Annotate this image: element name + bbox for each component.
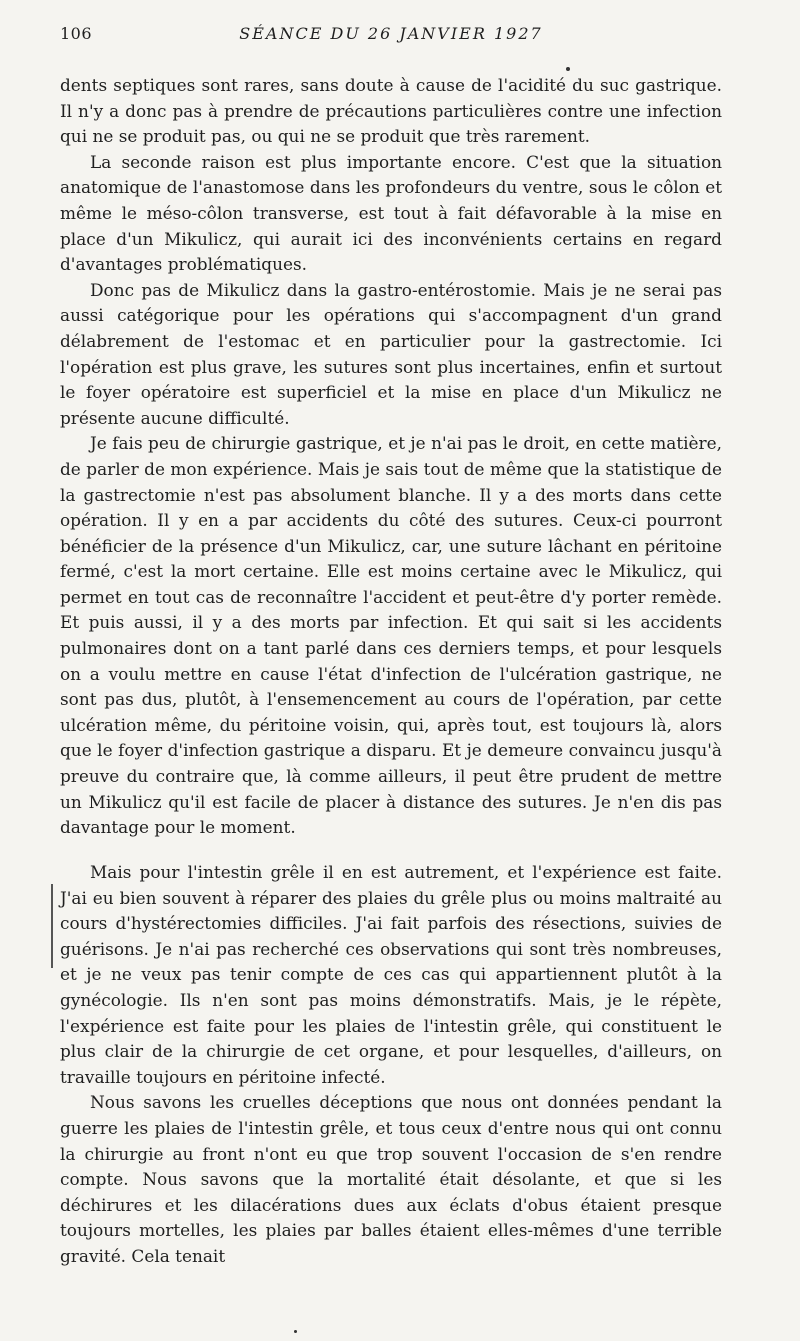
paragraph: La seconde raison est plus importante encore. C'est que la situation anatomique de l'anastomose dans les profondeurs du ventre, sous le côlon et même le méso-côlon transverse, est tout à fait défavorable à la mise en place d'un Mikulicz, qui aurait ici des inconvénients certains en regard d'avantages problématiques.: [60, 151, 722, 275]
paragraph: Nous savons les cruelles déceptions que nous ont données pendant la guerre les plaies de l'intestin grêle, et tous ceux d'entre nous qui ont connu la chirurgie au front n'ont eu que trop souvent l'occasion de s'en rendre compte. Nous savons que la mortalité était désolante, et que si les déchirures et les dilacérations dues aux éclats d'obus étaient presque toujours mortelles, les plaies par balles étaient elles-mêmes d'une terrible gravité. Cela tenait: [60, 1092, 722, 1266]
running-head: SÉANCE DU 26 JANVIER 1927: [239, 24, 543, 43]
text-block-upper: [60, 73, 722, 841]
print-speck: [294, 1330, 297, 1333]
paragraph: Mais pour l'intestin grêle il en est autrement, et l'expérience est faite. J'ai eu bien souvent à réparer des plaies du grêle plus ou moins maltraité au cours d'hystérectomies difficiles. J'ai fait parfois des résections, suivies de guérisons. Je n'ai pas recherché ces observations qui sont très nombreuses, et je ne veux pas tenir compte de ces cas qui appartiennent plutôt à la gynécologie. Ils n'en sont pas moins démonstratifs. Mais, je le répète, l'expérience est faite pour les plaies de l'intestin grêle, qui constituent le plus clair de la chirurgie de cet organe, et pour lesquelles, d'ailleurs, on travaille toujours en péritoine infecté.: [60, 862, 722, 1087]
page-header: [60, 24, 722, 52]
page-number: 106: [60, 24, 93, 43]
paragraph: dents septiques sont rares, sans doute à cause de l'acidité du suc gastrique. Il n'y a donc pas à prendre de précautions particulières contre une infection qui ne se produit pas, ou qui ne se produit que très rarement.: [60, 75, 722, 147]
margin-mark: [51, 884, 53, 968]
text-block-lower: [60, 860, 722, 1270]
print-speck: [566, 67, 570, 71]
paragraph: Donc pas de Mikulicz dans la gastro-entérostomie. Mais je ne serai pas aussi catégorique pour les opérations qui s'accompagnent d'un grand délabrement de l'estomac et en particulier pour la gastrectomie. Ici l'opération est plus grave, les sutures sont plus incertaines, enfin et surtout le foyer opératoire est superficiel et la mise en place d'un Mikulicz ne présente aucune difficulté.: [60, 279, 722, 428]
paragraph: Je fais peu de chirurgie gastrique, et je n'ai pas le droit, en cette matière, de parler de mon expérience. Mais je sais tout de même que la statistique de la gastrectomie n'est pas absolument blanche. Il y a des morts dans cette opération. Il y en a par accidents du côté des sutures. Ceux-ci pourront bénéficier de la présence d'un Mikulicz, car, une suture lâchant en péritoine fermé, c'est la mort certaine. Elle est moins certaine avec le Mikulicz, qui permet en tout cas de reconnaître l'accident et peut-être d'y porter remède. Et puis aussi, il y a des morts par infection. Et qui sait si les accidents pulmonaires dont on a tant parlé dans ces derniers temps, et pour lesquels on a voulu mettre en cause l'état d'infection de l'ulcération gastrique, ne sont pas dus, plutôt, à l'ensemencement au cours de l'opération, par cette ulcération même, du péritoine voisin, qui, après tout, est toujours là, alors que le foyer d'infection gastrique a disparu. Et je demeure convaincu jusqu'à preuve du contraire que, là comme ailleurs, il peut être prudent de mettre un Mikulicz qu'il est facile de placer à distance des sutures. Je n'en dis pas davantage pour le moment.: [60, 433, 722, 838]
